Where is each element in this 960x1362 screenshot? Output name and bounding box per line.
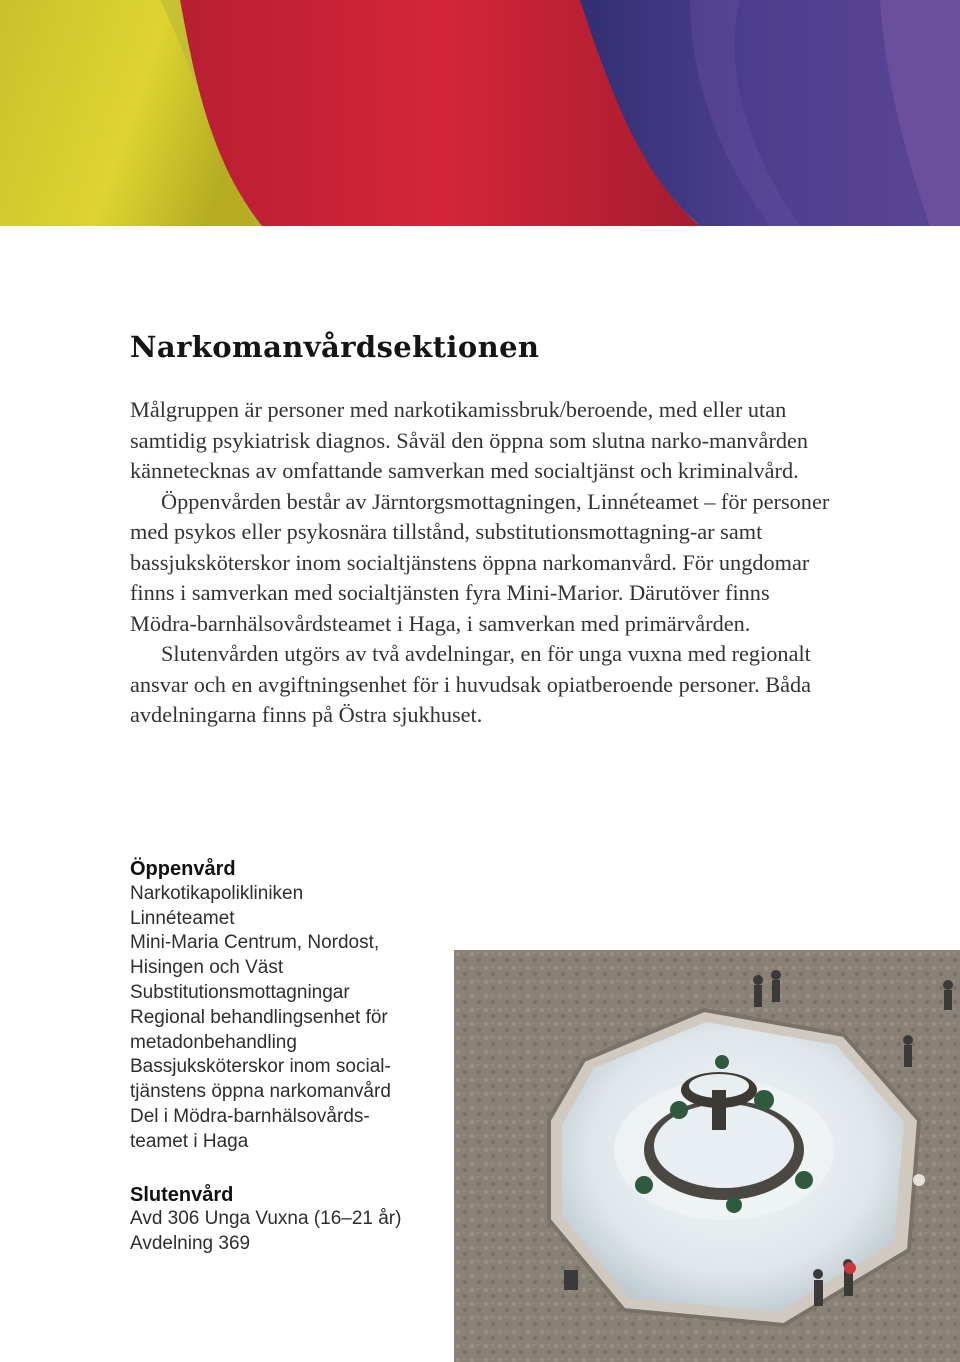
page-title: Narkomanvårdsektionen xyxy=(130,330,540,364)
intro-paragraph: Målgruppen är personer med narkotikamissbruk/beroende, med eller utan samtidig psykiatrisk diagnos. Såväl den öppna som slutna narko-manvården kännetecknas av omfattande samverkan med socialtjänst och kriminalvård. xyxy=(130,397,809,483)
oppenvard-heading: Öppenvård xyxy=(130,858,236,880)
unit-item: Avd 306 Unga Vuxna (16–21 år) xyxy=(130,1208,402,1230)
intro-paragraph: Slutenvården utgörs av två avdelningar, en för unga vuxna med regionalt ansvar och en avgiftningsenhet för i huvudsak opiatberoende personer. Båda avdelningarna finns på Östra sjukhuset. xyxy=(130,641,812,727)
unit-item: tjänstens öppna narkomanvård xyxy=(130,1081,391,1103)
unit-item: metadonbehandling xyxy=(130,1031,297,1053)
intro-paragraph: Öppenvården består av Järntorgsmottagningen, Linnéteamet – för personer med psykos eller psykosnära tillstånd, substitutionsmottagning-ar samt bassjuksköterskor inom socialtjänstens öppna narkomanvård. För ungdomar finns i samverkan med socialtjänsten fyra Mini-Marior. Därutöver finns Mödra-barnhälsovårdsteamet i Haga, i samverkan med primärvården. xyxy=(130,488,830,636)
header-art xyxy=(0,0,960,226)
unit-item: Narkotikapolikliniken xyxy=(130,882,304,904)
slutenvard-heading: Slutenvård xyxy=(130,1183,234,1206)
unit-item: Substitutionsmottagningar xyxy=(130,981,350,1003)
unit-item: teamet i Haga xyxy=(130,1130,249,1152)
unit-item: Hisingen och Väst xyxy=(130,957,284,979)
fountain-photo xyxy=(454,950,960,1362)
unit-item: Regional behandlingsenhet för xyxy=(130,1006,388,1028)
unit-item: Bassjuksköterskor inom social- xyxy=(130,1056,391,1078)
section-spacer xyxy=(130,1155,430,1183)
unit-item: Linnéteamet xyxy=(130,907,235,929)
intro-text xyxy=(130,395,842,731)
unit-item: Avdelning 369 xyxy=(130,1233,251,1255)
unit-list xyxy=(130,857,430,1257)
unit-item: Mini-Maria Centrum, Nordost, xyxy=(130,932,380,954)
unit-item: Del i Mödra-barnhälsovårds- xyxy=(130,1105,370,1127)
